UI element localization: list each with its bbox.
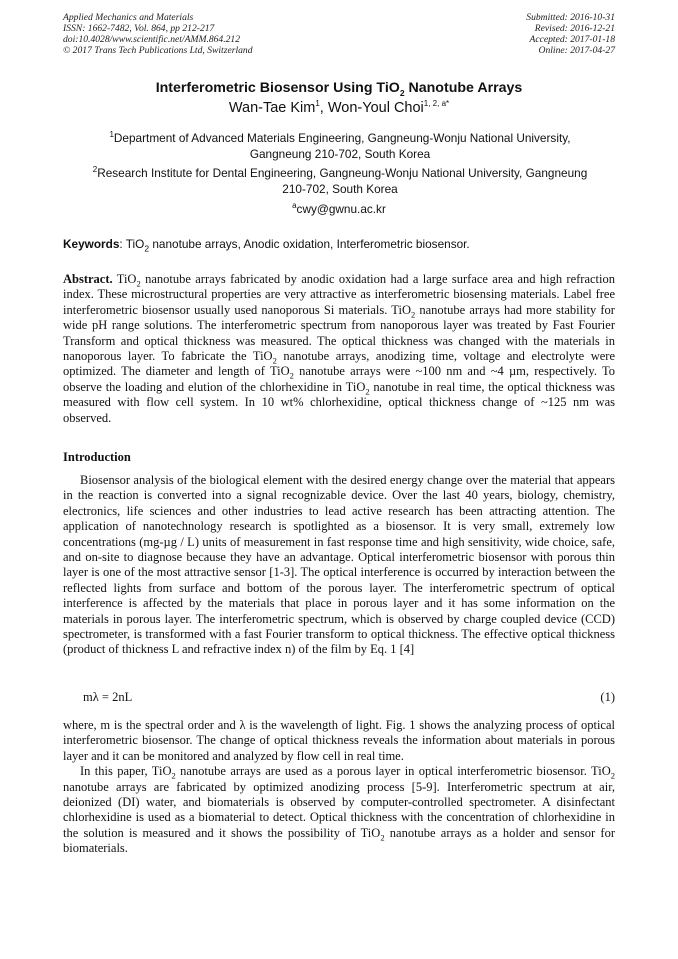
email-address[interactable]: cwy@gwnu.ac.kr xyxy=(296,202,386,216)
abstract-subscript: 2 xyxy=(272,355,277,366)
keywords-label: Keywords xyxy=(63,237,120,251)
online-date: Online: 2017-04-27 xyxy=(538,45,615,56)
introduction-body xyxy=(63,473,615,658)
abstract-text: nanotube arrays fabricated by anodic oxidation had a large surface area and high refraction index. These microstructural properties are very attractive as interferometric biosensing materials. Label free interferometric biosensor usually used nanoporous Si materials. TiO xyxy=(63,272,615,317)
keyword-subscript: 2 xyxy=(144,243,150,254)
title-text-post: Nanotube Arrays xyxy=(404,80,523,96)
abstract-subscript: 2 xyxy=(136,278,141,289)
affiliation-2-text: Research Institute for Dental Engineering, Gangneung-Wonju National University, Gangneung 210-702, South Korea xyxy=(97,166,588,196)
author-2: Won-Youl Choi xyxy=(327,100,424,116)
equation-number: (1) xyxy=(600,690,615,704)
abstract-paragraph xyxy=(63,272,615,426)
journal-header-right xyxy=(526,12,615,56)
affiliation-1 xyxy=(90,131,590,162)
keyword-tio2: TiO xyxy=(125,237,145,251)
corresponding-email[interactable] xyxy=(0,202,678,216)
journal-name: Applied Mechanics and Materials xyxy=(63,12,194,23)
journal-header-left xyxy=(63,12,253,56)
intro-p3-text: nanotube arrays are used as a porous layer in optical interferometric biosensor. TiO xyxy=(175,764,611,779)
author-2-affil: 1, 2, a* xyxy=(423,99,450,109)
introduction-heading: Introduction xyxy=(63,450,131,464)
intro-paragraph-2: where, m is the spectral order and λ is the wavelength of light. Fig. 1 shows the analyzing process of optical interferometric biosensor. The change of optical thickness reveals the information about materials in porous layer and it can be monitored and analyzed by flow cell in real time. xyxy=(63,718,615,763)
affiliation-1-text: Department of Advanced Materials Engineering, Gangneung-Wonju National University, Gangneung 210-702, South Korea xyxy=(113,131,571,161)
abstract-text: nanotube arrays were ~100 nm and ~4 µm, respectively. To observe the loading and elution of the chlorhexidine in TiO xyxy=(63,364,615,394)
abstract-subscript: 2 xyxy=(365,386,370,397)
intro-p3-subscript: 2 xyxy=(171,770,176,781)
intro-p3-subscript: 2 xyxy=(380,832,385,843)
abstract-text: TiO xyxy=(112,272,137,286)
intro-p3-subscript: 2 xyxy=(610,770,615,781)
issn-line: ISSN: 1662-7482, Vol. 864, pp 212-217 xyxy=(63,23,215,34)
affiliation-1-mark: 1 xyxy=(109,130,114,140)
affiliation-2 xyxy=(90,166,590,197)
author-1-affil: 1 xyxy=(315,99,320,109)
title-text-pre: Interferometric Biosensor Using TiO xyxy=(155,80,400,96)
author-1: Wan-Tae Kim xyxy=(228,100,316,116)
intro-p3-text: nanotube arrays as a holder and sensor for biomaterials. xyxy=(63,825,615,856)
author-separator: , xyxy=(319,100,328,116)
equation-text: mλ = 2nL xyxy=(83,690,133,704)
copyright-line: © 2017 Trans Tech Publications Ltd, Switzerland xyxy=(63,45,253,56)
intro-paragraph-1: Biosensor analysis of the biological element with the desired energy change over the material that appears in the reaction is converted into a signal recognizable device. Over the last 40 years, biology, chemistry, electronics, life sciences and other industries to lead active research has been attracting attention. The application of nanotechnology research is spotlighted as a biosensor. It is very small, extremely low concentrations (mg-µg / L) units of measurement in fast response time and high sensitivity, wide choice, safe, and on-site to diagnose because they have an advantage. Optical interferometric biosensor with porous thin layer is one of the most attractive sensor [1-3]. The optical interference is occurred by interaction between the reflected lights from surface and bottom of the porous layer. The interferometric spectrum of optical interference is affected by the materials that place in porous layer and it has some information on the materials in porous layer. The interferometric spectrum, which is observed by charge coupled device (CCD) spectrometer, is transformed with a fast Fourier transform to optical thickness. The effective optical thickness (product of thickness L and refractive index n) of the film by Eq. 1 [4] xyxy=(63,473,615,657)
abstract-text: nanotube arrays had more stability for wide pH range solutions. The interferometric spectrum from nanoporous layer was treated by Fast Fourier Transform and optical thickness was measured. The optical thickness was changed with the materials in nanoporous layer. To fabricate the TiO xyxy=(63,302,615,364)
abstract-subscript: 2 xyxy=(410,309,416,320)
title-subscript: 2 xyxy=(399,87,405,98)
intro-p3-text: nanotube arrays are fabricated by optimized anodizing process [5-9]. Interferometric spectrum at air, deionized (DI) water, and biomaterials is observed by computer-controlled spectrometer. A disinfectant chlorhexidine is used as a biomaterial to detect. Optical thickness with the concentration of chlorhexidine in the solution is measured and it shows the possibility of TiO xyxy=(63,779,615,840)
keywords-rest: nanotube arrays, Anodic oxidation, Interferometric biosensor. xyxy=(149,237,470,251)
abstract-subscript: 2 xyxy=(289,370,294,381)
paper-title xyxy=(0,80,678,96)
doi-line[interactable]: doi:10.4028/www.scientific.net/AMM.864.212 xyxy=(63,34,241,45)
abstract-text: nanotube arrays, anodizing time, voltage and electrolyte were optimized. The diameter and length of TiO xyxy=(63,349,615,379)
author-list xyxy=(0,100,678,116)
intro-paragraph-3 xyxy=(63,764,615,856)
submitted-date: Submitted: 2016-10-31 xyxy=(526,12,615,23)
email-mark: a xyxy=(292,201,297,211)
keywords-line: Keywords: TiO$_2$ nanotube arrays, Anodic oxidation, Interferometric biosensor. xyxy=(63,237,470,254)
accepted-date: Accepted: 2017-01-18 xyxy=(529,34,615,45)
affiliation-2-mark: 2 xyxy=(92,165,98,175)
abstract-text: nanotube in real time, the optical thickness was measured with flow cell system. In 10 wt% chlorhexidine, optical thickness change of ~125 nm was observed. xyxy=(63,379,615,425)
introduction-continued xyxy=(63,718,615,857)
abstract-label: Abstract. xyxy=(63,272,113,286)
intro-p3-text: In this paper, TiO xyxy=(80,764,172,779)
revised-date: Revised: 2016-12-21 xyxy=(534,23,615,34)
